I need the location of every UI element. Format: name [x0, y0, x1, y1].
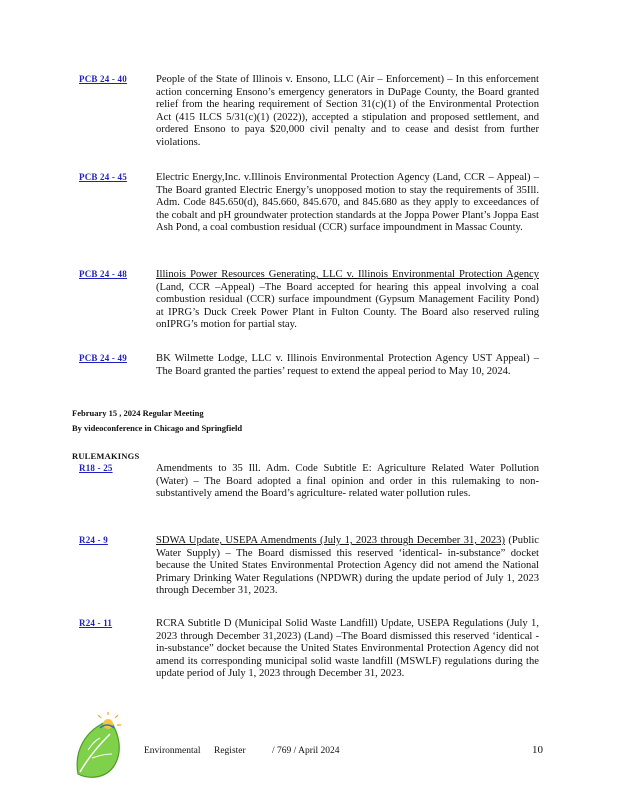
entry-text: Amendments to 35 Ill. Adm. Code Subtitle E: Agriculture Related Water Pollution (Water) – The Board adopted a final opinion and order in this rulemaking to non-substantively amend the Board’s agriculture- related water pollution rules. — [156, 463, 539, 500]
page-number: 10 — [532, 744, 543, 756]
docket-link[interactable]: PCB 24 - 40 — [79, 74, 127, 84]
entry-text: Electric Energy,Inc. v.Illinois Environmental Protection Agency (Land, CCR – Appeal) – The Board granted Electric Energy’s unopposed motion to stay the requirements of 35Ill. Adm. Code 845.650(d), 845.660, 845.670, and 845.680 as they apply to exceedances of the cobalt and pH groundwater protection standards at the Joppa Power Plant’s Joppa East Ash Pond, a coal combustion residual (CCR) surface impoundment in Massac County. — [156, 172, 539, 234]
docket-link[interactable]: R24 - 9 — [79, 535, 108, 545]
case-title: SDWA Update, USEPA Amendments (July 1, 2023 through December 31, 2023) — [156, 535, 506, 546]
meeting-date: February 15 , 2024 Regular Meeting — [72, 408, 204, 418]
section-title: RULEMAKINGS — [72, 451, 140, 461]
footer-publication: Environmental — [144, 746, 201, 756]
docket-link[interactable]: PCB 24 - 48 — [79, 269, 127, 279]
footer-register: Register — [214, 746, 246, 756]
entry-text: People of the State of Illinois v. Ensono, LLC (Air – Enforcement) – In this enforcement action concerning Ensono’s emergency generators in DuPage County, the Board granted relief from the hearing requirement of Section 31(c)(1) of the Environmental Protection Act (415 ILCS 5/31(c)(1) (2022)), accepted a stipulation and proposed settlement, and ordered Ensono to paya $20,000 civil penalty and to cease and desist from further violations. — [156, 74, 539, 148]
leaf-logo-icon — [70, 712, 136, 784]
meeting-location: By videoconference in Chicago and Springfield — [72, 423, 243, 433]
case-title: Illinois Power Resources Generating, LLC v. Illinois Environmental Protection Agency — [156, 269, 539, 280]
case-summary: (Public Water Supply) – The Board dismissed this reserved ‘identical- in-substance” docket because the United States Environmental Protection Agency did not amend the National Primary Drinking Water Regulations (NPDWR) during the update period of July 1, 2023 through December 31, 2023. — [156, 535, 539, 597]
docket-link[interactable]: R24 - 11 — [79, 618, 113, 628]
footer-issue: / 769 / April 2024 — [272, 746, 340, 756]
entry-text — [156, 269, 539, 332]
docket-link[interactable]: PCB 24 - 45 — [79, 172, 127, 182]
entry-text: RCRA Subtitle D (Municipal Solid Waste Landfill) Update, USEPA Regulations (July 1, 2023 through December 31,2023) (Land) –The Board dismissed this reserved ‘identical -in-substance” docket because the United States Environmental Protection Agency did not amend its corresponding municipal solid waste landfill (MSWLF) regulations during the update period of July 1, 2023 through December 31, 2023. — [156, 618, 539, 680]
docket-link[interactable]: PCB 24 - 49 — [79, 353, 127, 363]
docket-link[interactable]: R18 - 25 — [79, 463, 113, 473]
case-summary: (Land, CCR –Appeal) –The Board accepted for hearing this appeal involving a coal combustion residual (CCR) surface impoundment (Gypsum Management Facility Pond) at IPRG’s Duck Creek Power Plant in Fulton County. The Board also reserved ruling onIPRG’s motion for partial stay. — [156, 281, 539, 331]
entry-text — [156, 535, 539, 598]
entry-text: BK Wilmette Lodge, LLC v. Illinois Environmental Protection Agency UST Appeal) – The Board granted the parties’ request to extend the appeal period to May 10, 2024. — [156, 353, 539, 377]
